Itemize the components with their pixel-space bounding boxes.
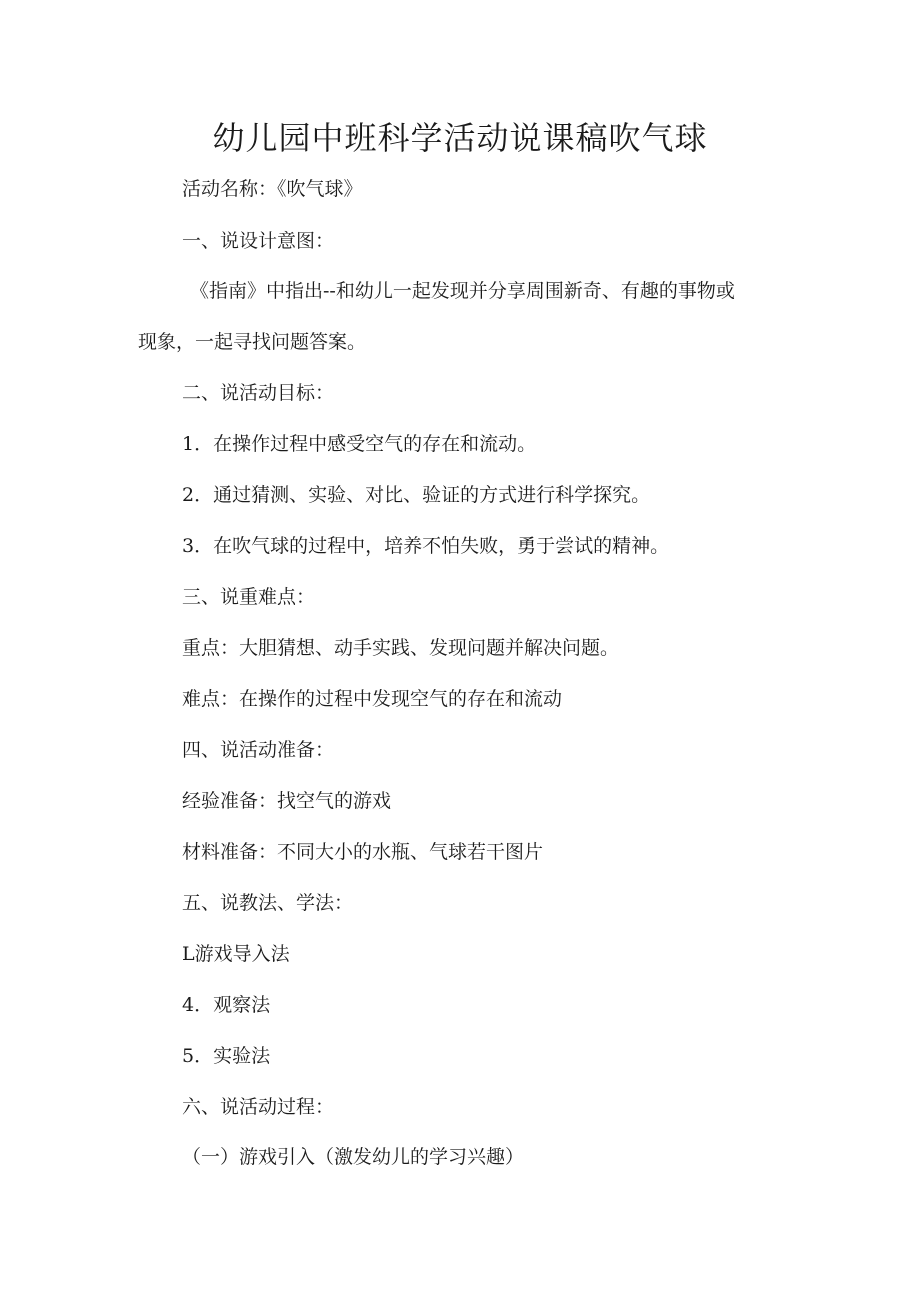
section-heading-goals: 二、说活动目标： <box>182 382 335 404</box>
section-heading-key-points: 三、说重难点： <box>182 586 316 608</box>
goal-item: 2．通过猜测、实验、对比、验证的方式进行科学探究。 <box>182 484 651 506</box>
goal-item: 3．在吹气球的过程中，培养不怕失败，勇于尝试的精神。 <box>182 535 670 557</box>
activity-name-line: 活动名称：《吹气球》 <box>182 178 363 200</box>
section-heading-preparation: 四、说活动准备： <box>182 739 335 761</box>
difficulty-line: 难点：在操作的过程中发现空气的存在和流动 <box>182 688 563 710</box>
method-item: 5．实验法 <box>182 1045 271 1067</box>
method-item: 4．观察法 <box>182 994 271 1016</box>
section-heading-process: 六、说活动过程： <box>182 1096 335 1118</box>
method-item: L游戏导入法 <box>182 943 290 965</box>
goal-item: 1．在操作过程中感受空气的存在和流动。 <box>182 433 537 455</box>
process-subheading: （一）游戏引入（激发幼儿的学习兴趣） <box>182 1146 525 1168</box>
document-title: 幼儿园中班科学活动说课稿吹气球 <box>212 119 708 157</box>
section-heading-methods: 五、说教法、学法： <box>182 892 354 914</box>
preparation-line: 经验准备：找空气的游戏 <box>182 790 392 812</box>
paragraph-line: 现象，一起寻找问题答案。 <box>138 331 367 353</box>
paragraph-line: 《指南》中指出--和幼儿一起发现并分享周围新奇、有趣的事物或 <box>190 280 735 302</box>
section-heading-design-intent: 一、说设计意图： <box>182 230 335 252</box>
key-point-line: 重点：大胆猜想、动手实践、发现问题并解决问题。 <box>182 637 620 659</box>
preparation-line: 材料准备：不同大小的水瓶、气球若干图片 <box>182 841 544 863</box>
